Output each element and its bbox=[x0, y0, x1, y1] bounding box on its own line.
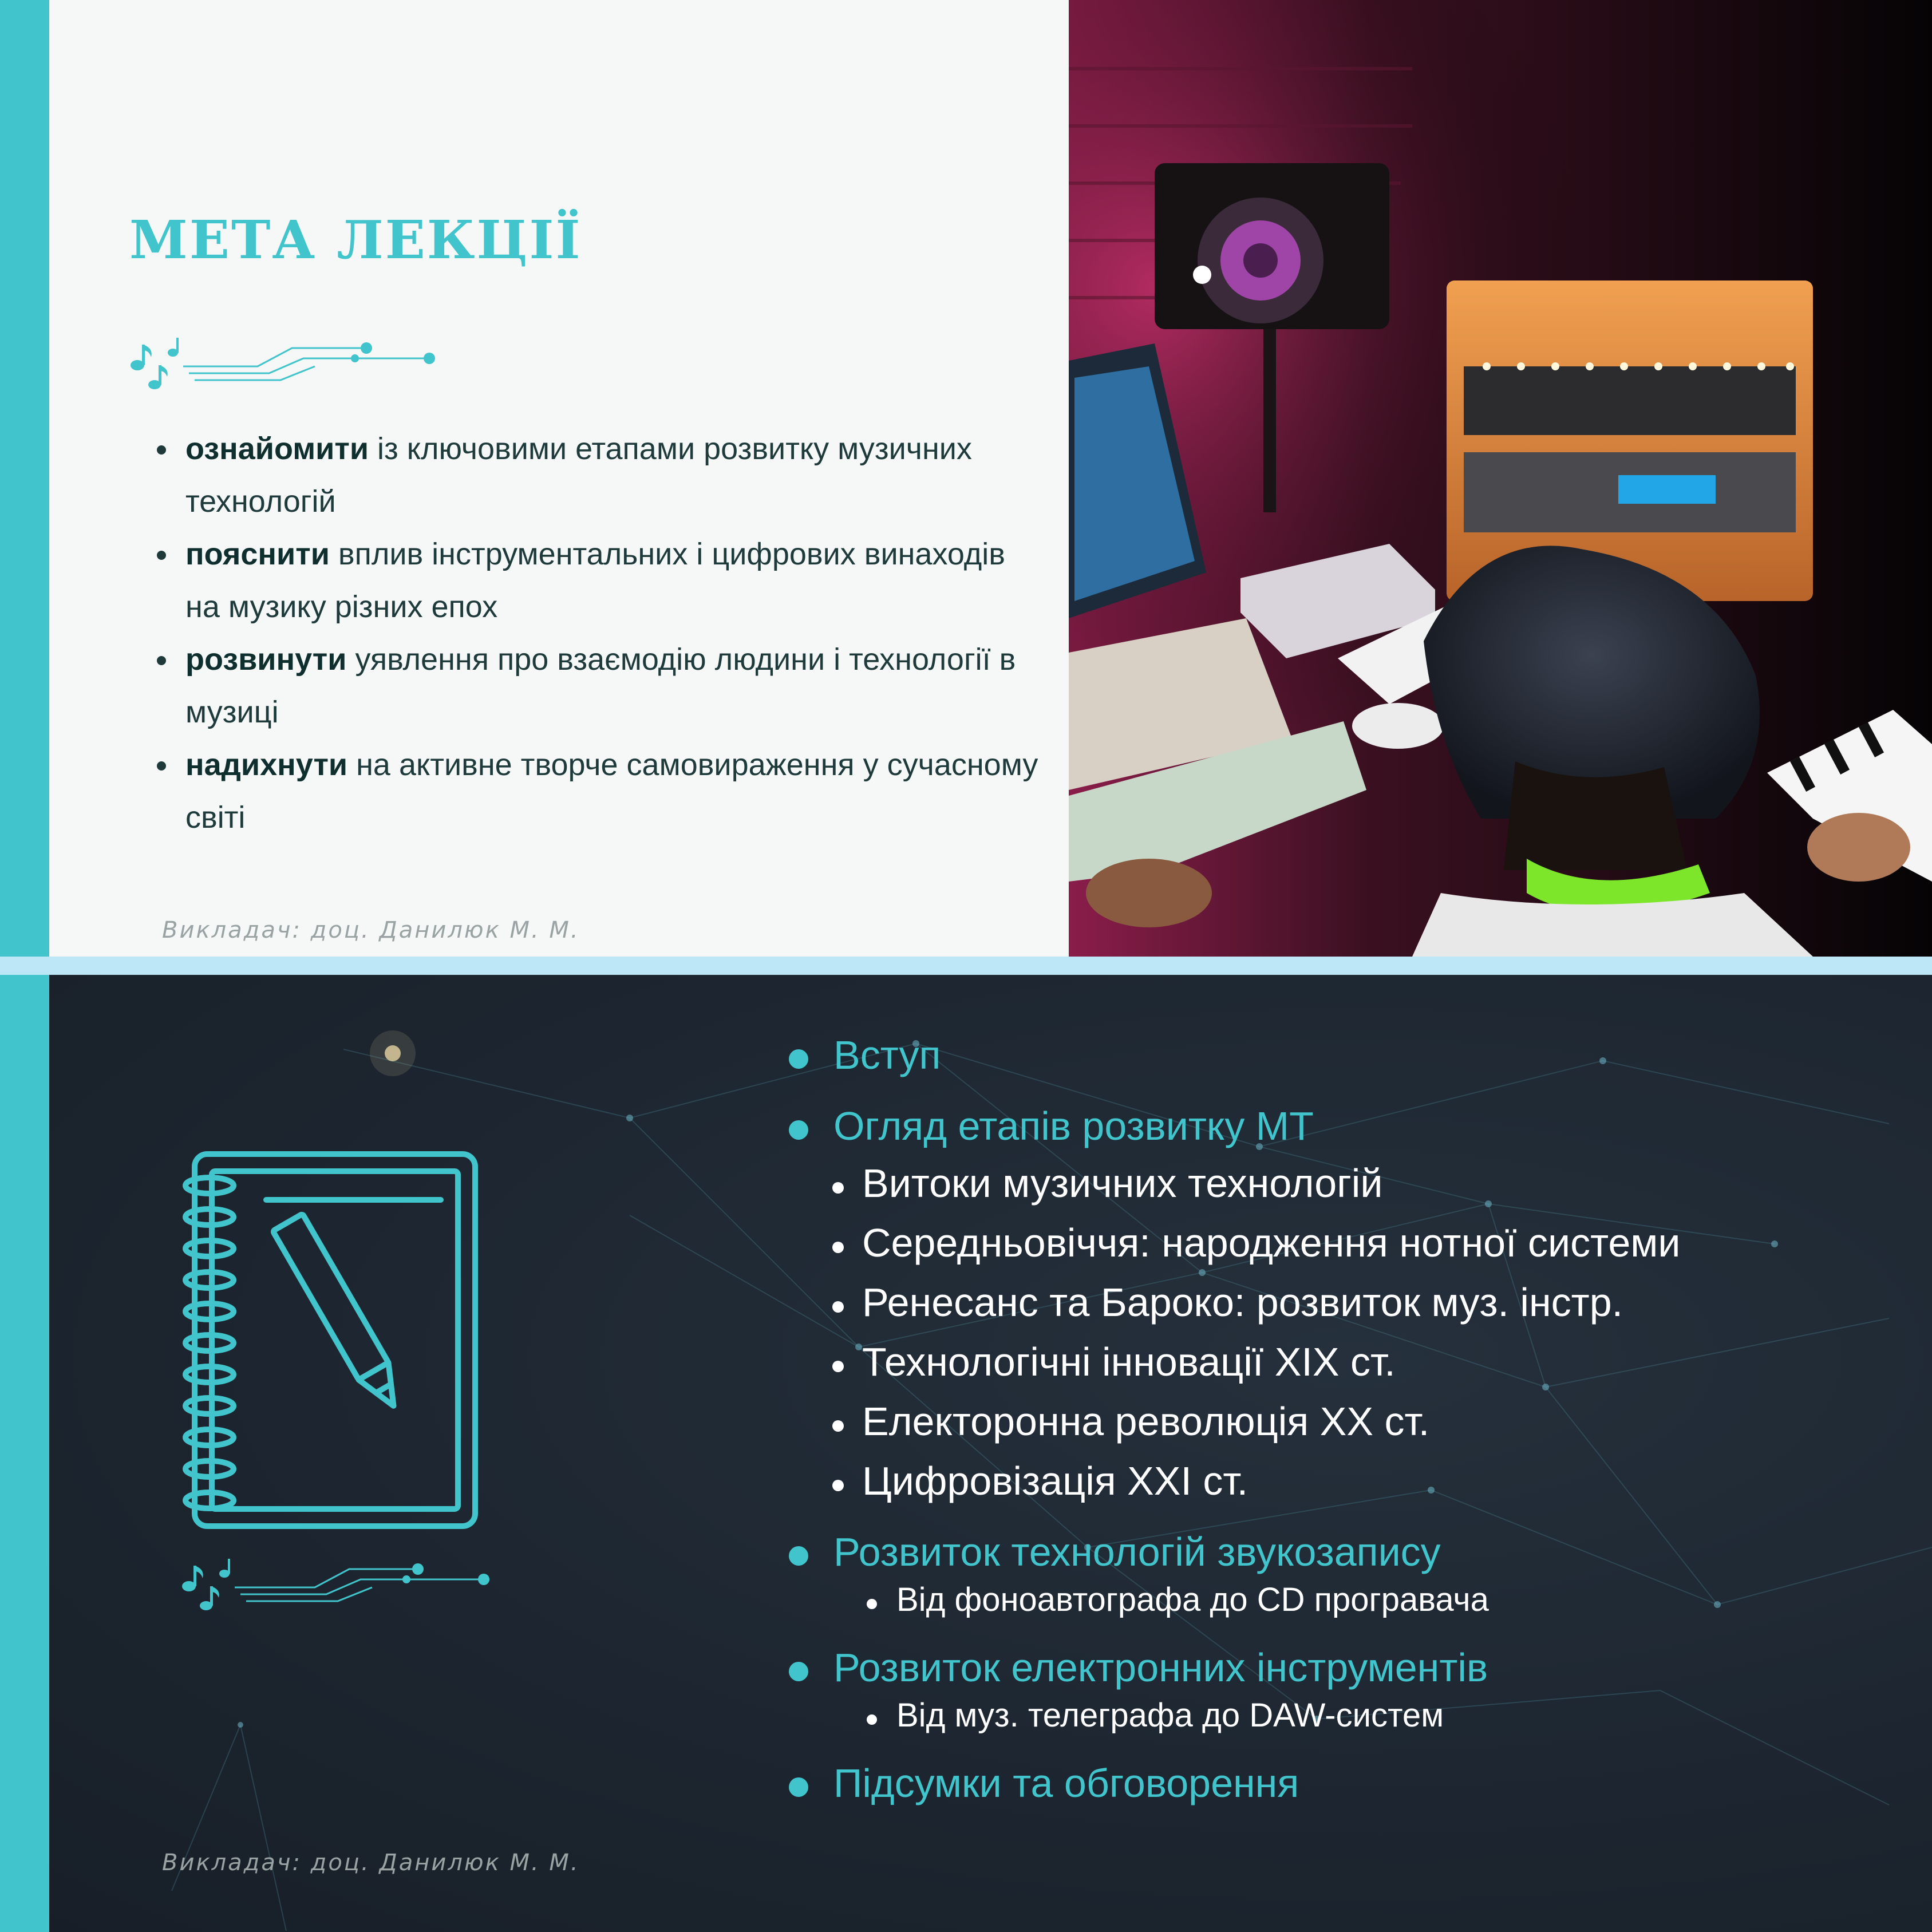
music-circuit-decoration bbox=[126, 332, 435, 395]
plan-subitem: Витоки музичних технологій bbox=[830, 1160, 1382, 1206]
circuit-lines-icon bbox=[235, 1569, 484, 1601]
plan-subitem: Електоронна революція ХХ ст. bbox=[830, 1398, 1429, 1444]
lecturer-caption: Викладач: доц. Данилюк М. М. bbox=[162, 917, 580, 943]
plan-subitem: Від фоноавтографа до CD програвача bbox=[864, 1581, 1489, 1619]
plan-item-summary: Підсумки та обговорення bbox=[784, 1760, 1299, 1806]
plan-item-electronic: Розвиток електронних інструментів bbox=[784, 1645, 1488, 1690]
plan-subitem: Технологічні інновації ХІХ ст. bbox=[830, 1339, 1396, 1385]
music-notes-icon bbox=[131, 338, 179, 389]
goal-item: ознайомити із ключовими етапами розвитку музичних технологій bbox=[153, 422, 1046, 528]
lecture-plan-slide bbox=[0, 975, 1932, 1932]
slide-divider bbox=[0, 957, 1932, 975]
goal-item: надихнути на активне творче самовираження у сучасному світі bbox=[153, 738, 1046, 844]
notebook-pencil-icon bbox=[172, 1143, 492, 1538]
plan-subitem: Від муз. телеграфа до DAW-систем bbox=[864, 1696, 1444, 1735]
plan-item-recording: Розвиток технологій звукозапису bbox=[784, 1529, 1441, 1575]
plan-subitem: Середньовіччя: народження нотної системи bbox=[830, 1220, 1681, 1266]
lecturer-caption: Викладач: доц. Данилюк М. М. bbox=[162, 1850, 580, 1876]
left-accent-bar bbox=[0, 0, 49, 957]
plan-subitem: Ренесанс та Бароко: розвиток муз. інстр. bbox=[830, 1279, 1623, 1325]
goal-item: пояснити вплив інструментальних і цифрових винаходів на музику різних епох bbox=[153, 528, 1046, 633]
slide-title: МЕТА ЛЕКЦІЇ bbox=[129, 209, 582, 271]
goals-list bbox=[153, 422, 1046, 844]
plan-item-intro: Вступ bbox=[784, 1032, 941, 1078]
music-studio-photo bbox=[1069, 0, 1932, 957]
goal-item: розвинути уявлення про взаємодію людини і технології в музиці bbox=[153, 633, 1046, 738]
lecture-goals-slide bbox=[0, 0, 1932, 957]
plan-item-overview: Огляд етапів розвитку МТ bbox=[784, 1103, 1314, 1149]
music-notes-icon bbox=[182, 1559, 230, 1610]
plan-subitem: Цифровізація ХХІ ст. bbox=[830, 1458, 1248, 1504]
circuit-lines-icon bbox=[183, 348, 429, 380]
music-circuit-decoration bbox=[177, 1553, 498, 1616]
